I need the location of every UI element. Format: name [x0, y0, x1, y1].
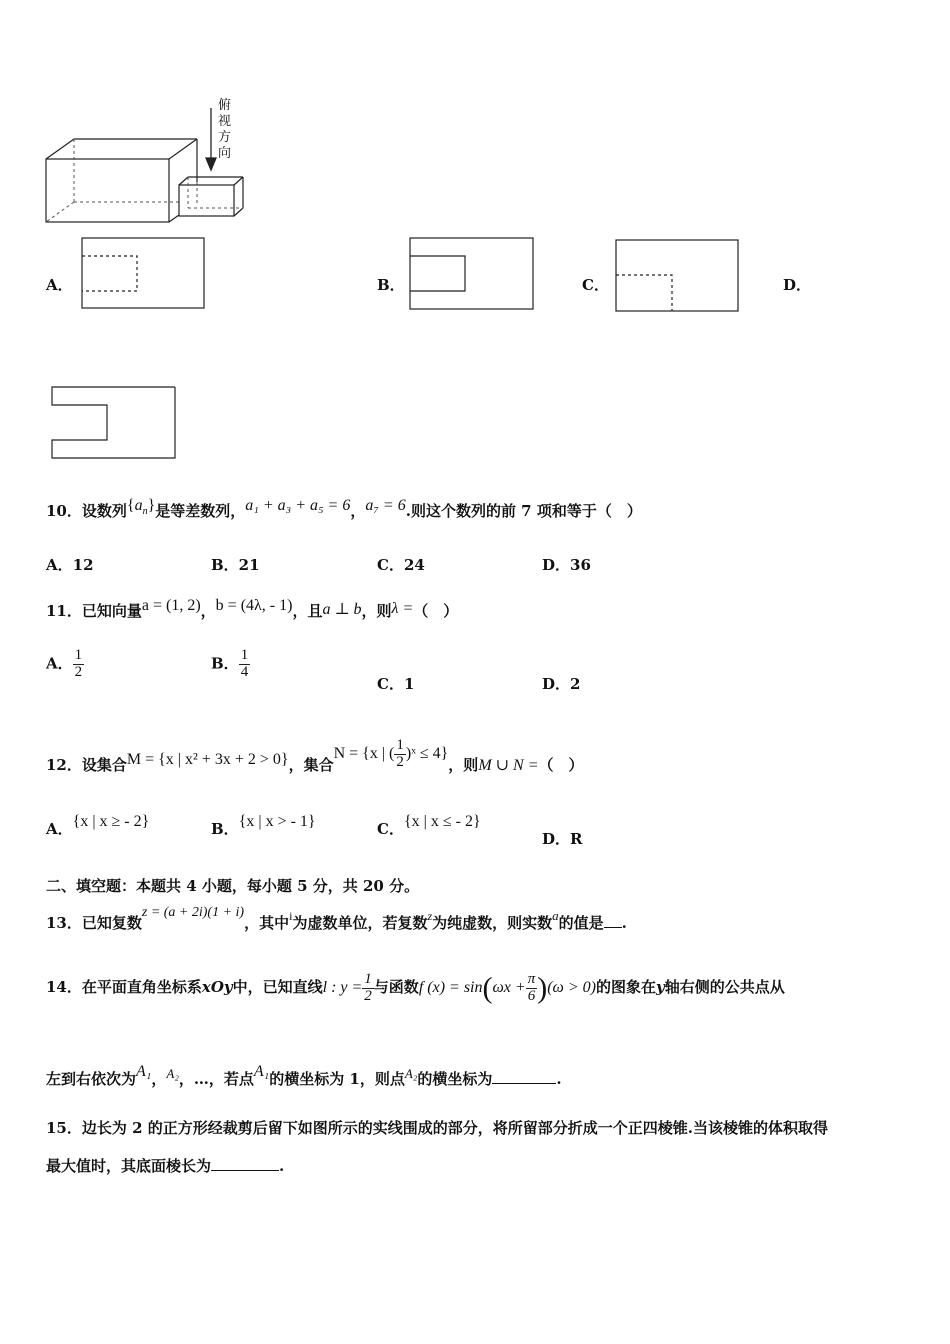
figure-option-d-letter: D．	[783, 276, 812, 294]
view-option-c	[616, 240, 738, 311]
q12-option-c: C．{x | x ≤ - 2}	[377, 813, 481, 838]
q11-option-a: A． $\frac{1}{2}$	[46, 647, 83, 680]
question-14-line-2: 左到右依次为A₁，A₂，…，若点A₁的横坐标为 1，则点A₂的横坐标为 .	[46, 1063, 562, 1088]
question-14: 14．在平面直角坐标系xOy中，已知直线l : y = $\frac{1}{2}$ 与函数f (x) = sin(ωx + $\frac{\pi}{6}$ )(ω > 0)的图象在y轴右侧的公共点从	[46, 971, 785, 1005]
question-10: 10．设数列$\{a_n\}$是等差数列，a₁ + a₃ + a₅ = 6，a₇ = 6.则这个数列的前 7 项和等于（ ）	[46, 497, 642, 520]
q11-option-d: D．2	[542, 675, 581, 693]
condition-1: a₁ + a₃ + a₅ = 6	[245, 497, 351, 514]
question-11: 11．已知向量a = (1, 2)，b = (4λ, - 1)，且a ⊥ b，则λ =（ ）	[46, 597, 459, 620]
function-expression: f (x) = sin(ωx + $\frac{\pi}{6}$ )(ω > 0)	[418, 971, 596, 1005]
answer-blank[interactable]	[492, 1069, 556, 1084]
view-option-b	[410, 238, 533, 309]
view-direction-label: 俯 视 方 向	[218, 98, 232, 161]
figure-option-a-letter: A．	[46, 276, 73, 294]
vector-a: a = (1, 2)	[141, 597, 201, 614]
question-15-line-1: 15．边长为 2 的正方形经裁剪后留下如图所示的实线围成的部分，将所留部分折成一个正四棱锥.当该棱锥的体积取得	[46, 1119, 828, 1137]
q12-option-d: D．R	[542, 830, 583, 848]
solid-figure	[0, 0, 950, 240]
answer-blank[interactable]	[604, 913, 622, 928]
seq-expression: $\{a_n\}$	[126, 497, 156, 518]
set-m: M = {x | x² + 3x + 2 > 0}	[126, 751, 289, 768]
question-15-line-2: 最大值时，其底面棱长为 .	[46, 1157, 285, 1175]
view-direction-arrow	[206, 108, 216, 170]
line-equation: l : y = $\frac{1}{2}$	[322, 971, 372, 1004]
q10-option-a: A．12	[46, 556, 94, 574]
view-option-d	[52, 387, 175, 458]
set-n: N = {x | ( $\frac{1}{2}$ )ˣ ≤ 4}	[333, 737, 449, 770]
q10-option-b: B．21	[211, 556, 260, 574]
lambda-expression: λ =	[391, 600, 414, 617]
question-13: 13．已知复数z = (a + 2i)(1 + i)，其中$^i$为虚数单位，若复数$^z$为纯虚数，则实数a的值是 .	[46, 905, 627, 932]
vector-b: b = (4λ, - 1)	[215, 597, 293, 614]
complex-z-expression: z = (a + 2i)(1 + i)	[141, 905, 245, 920]
q11-option-c: C．1	[377, 675, 415, 693]
figure-option-b-letter: B．	[377, 276, 405, 294]
q10-option-d: D．36	[542, 556, 591, 574]
question-12: 12．设集合M = {x | x² + 3x + 2 > 0}，集合N = {x | ( $\frac{1}{2}$ )ˣ ≤ 4}，则M ∪ N =（ ）	[46, 737, 584, 774]
figure-option-c-letter: C．	[582, 276, 609, 294]
condition-2: a₇ = 6	[365, 497, 406, 514]
section-2-heading: 二、填空题：本题共 4 小题，每小题 5 分，共 20 分。	[46, 877, 420, 895]
q12-option-a: A．{x | x ≥ - 2}	[46, 813, 150, 838]
q10-option-c: C．24	[377, 556, 425, 574]
q11-option-b: B． $\frac{1}{4}$	[211, 647, 249, 680]
q12-option-b: B．{x | x > - 1}	[211, 813, 316, 838]
view-option-a	[82, 238, 204, 308]
option-views	[0, 230, 950, 470]
answer-blank[interactable]	[211, 1156, 279, 1171]
union-expression: M ∪ N =	[478, 757, 539, 774]
perpendicular-condition: a ⊥ b	[322, 601, 362, 618]
